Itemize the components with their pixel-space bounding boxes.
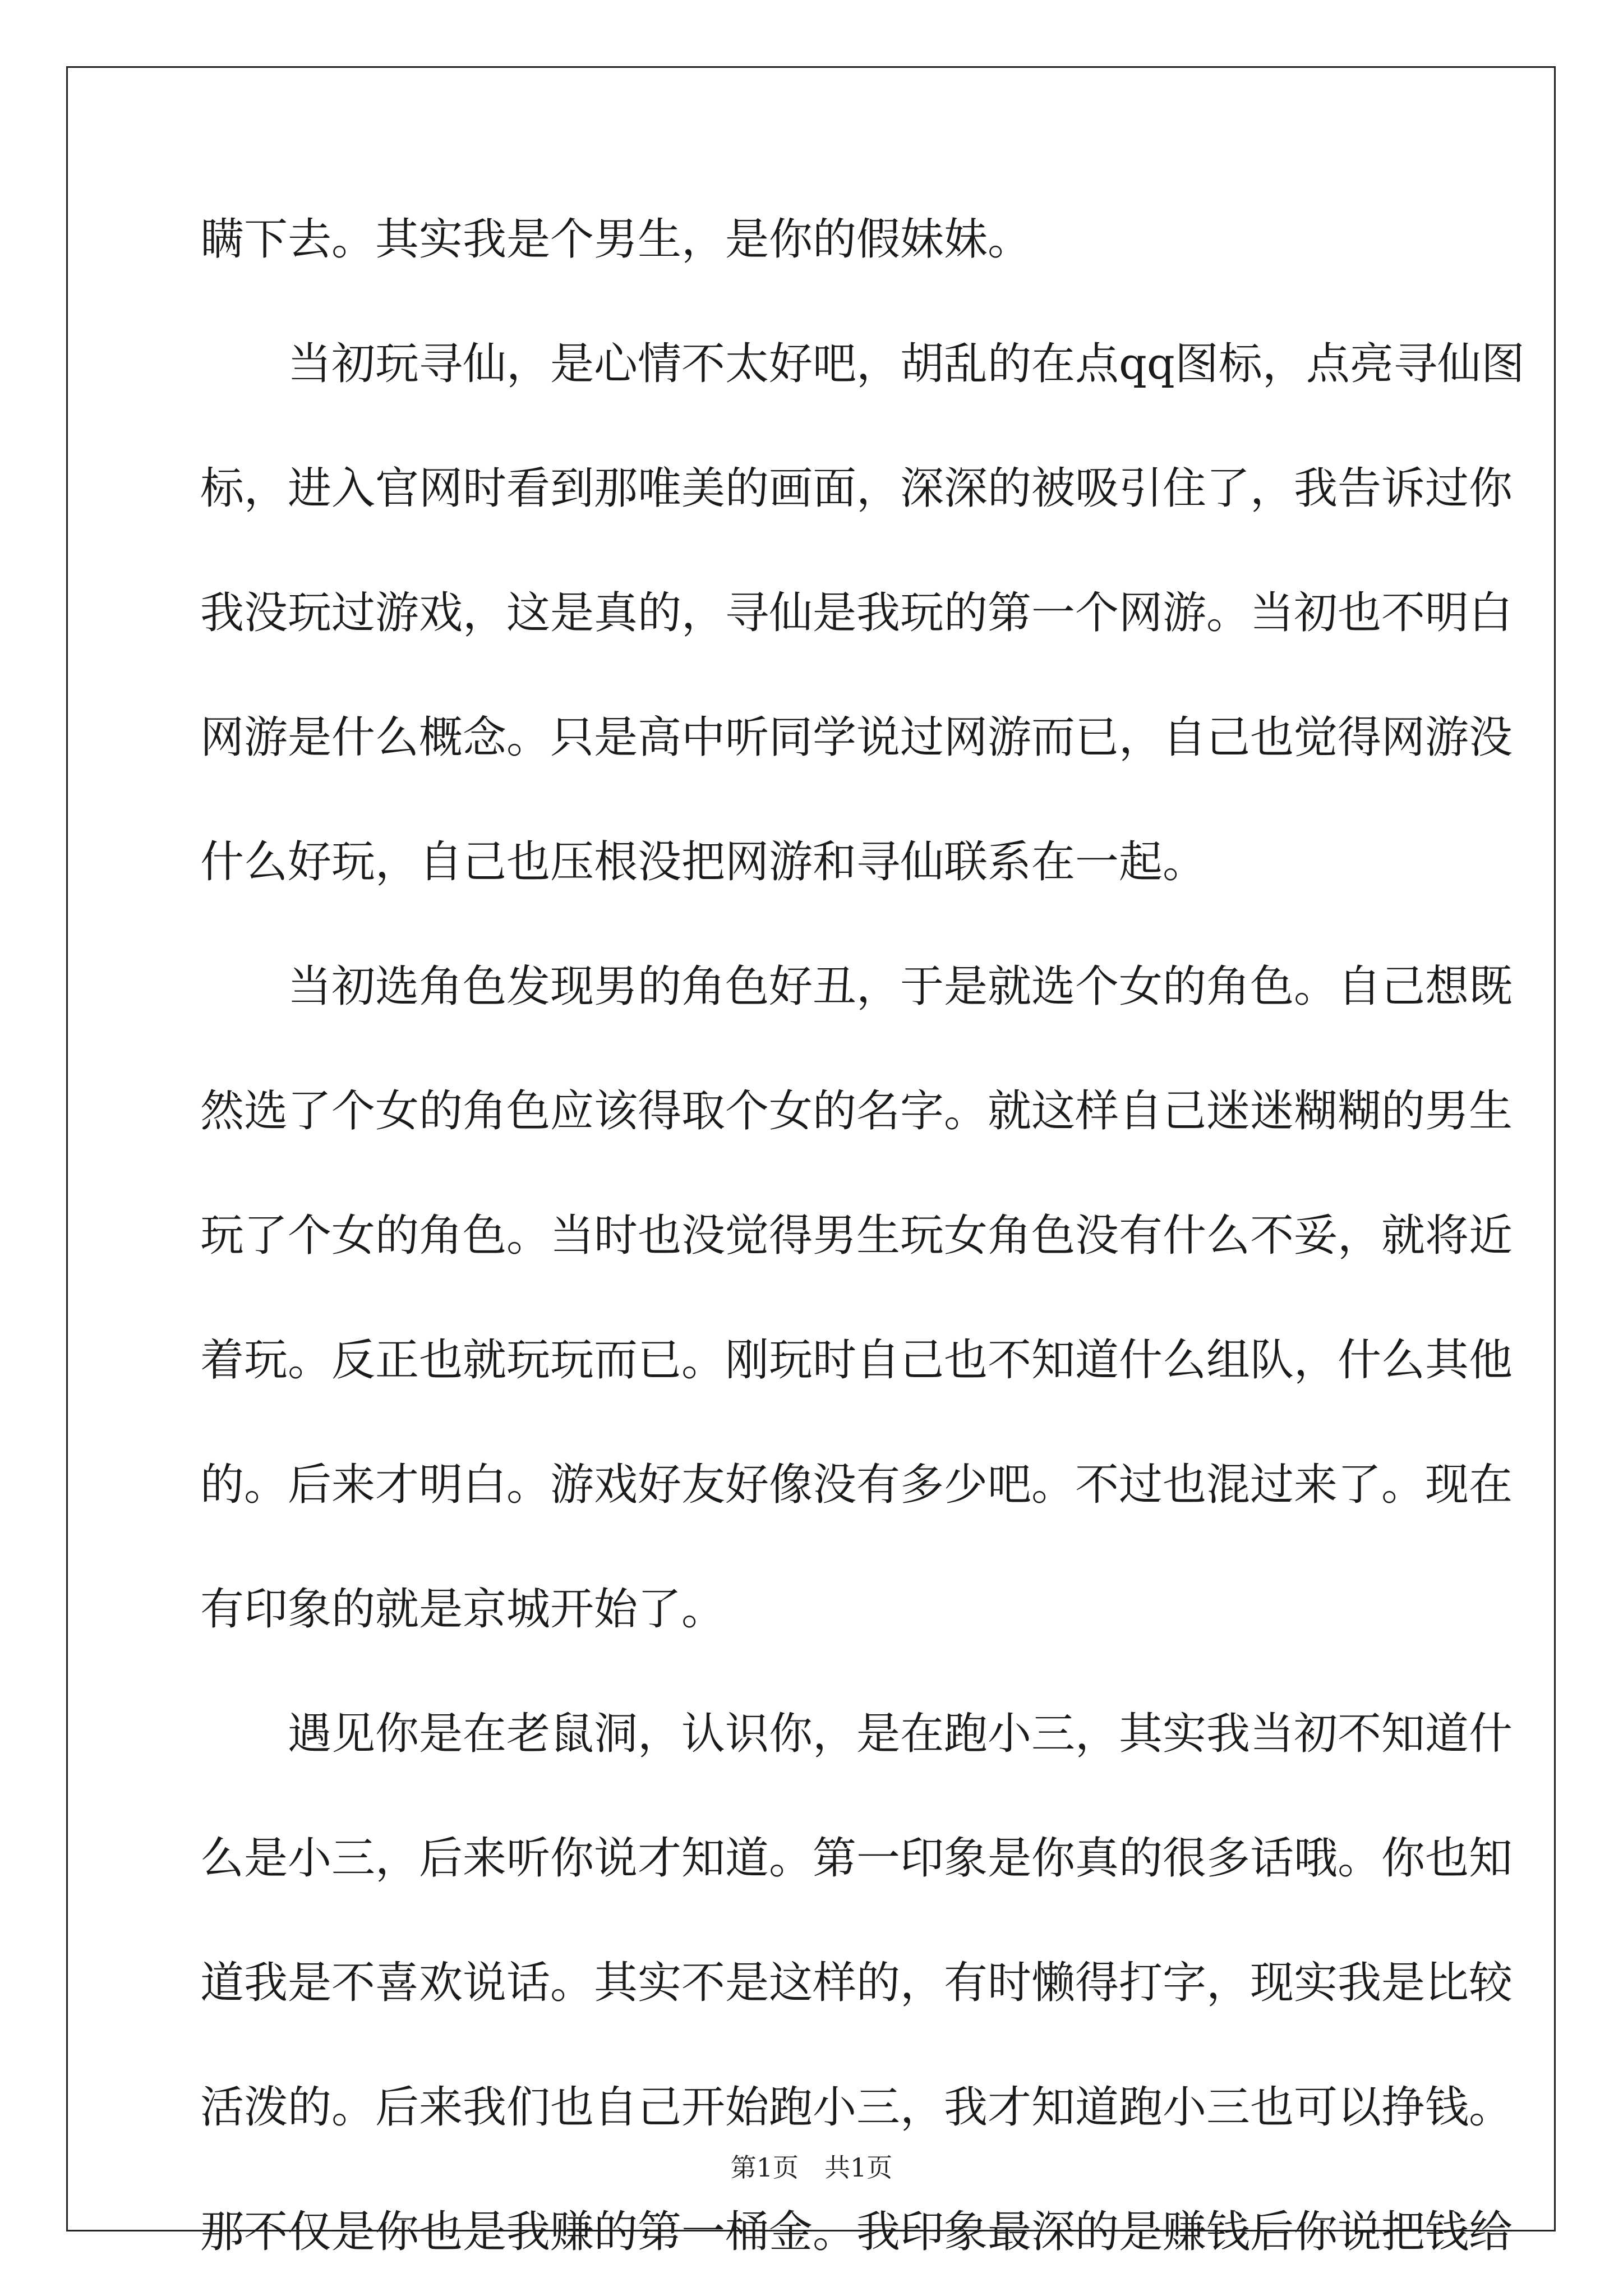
text-line: 遇见你是在老鼠洞，认识你，是在跑小三，其实我当初不知道什	[200, 1709, 1513, 1759]
text-line: 道我是不喜欢说话。其实不是这样的，有时懒得打字，现实我是比较	[200, 1958, 1513, 2008]
text-line: 着玩。反正也就玩玩而已。刚玩时自己也不知道什么组队，什么其他	[200, 1335, 1513, 1386]
text-line: 的。后来才明白。游戏好友好像没有多少吧。不过也混过来了。现在	[200, 1460, 1513, 1510]
text-line: 然选了个女的角色应该得取个女的名字。就这样自己迷迷糊糊的男生	[200, 1086, 1513, 1137]
text-line: 什么好玩，自己也压根没把网游和寻仙联系在一起。	[200, 837, 1207, 887]
page-number-footer: 第1页 共1页	[730, 2152, 893, 2183]
text-line: 瞒下去。其实我是个男生，是你的假妹妹。	[200, 214, 1032, 265]
text-line: 标，进入官网时看到那唯美的画面，深深的被吸引住了，我告诉过你	[200, 463, 1513, 514]
text-line: 玩了个女的角色。当时也没觉得男生玩女角色没有什么不妥，就将近	[200, 1211, 1513, 1261]
text-line: 么是小三，后来听你说才知道。第一印象是你真的很多话哦。你也知	[200, 1833, 1513, 1884]
text-line: 网游是什么概念。只是高中听同学说过网游而已，自己也觉得网游没	[200, 712, 1513, 763]
text-line: 活泼的。后来我们也自己开始跑小三，我才知道跑小三也可以挣钱。	[200, 2082, 1513, 2133]
text-line: 当初选角色发现男的角色好丑，于是就选个女的角色。自己想既	[200, 961, 1513, 1012]
text-line: 那不仅是你也是我赚的第一桶金。我印象最深的是赚钱后你说把钱给	[200, 2207, 1513, 2257]
text-line: 我没玩过游戏，这是真的，寻仙是我玩的第一个网游。当初也不明白	[200, 588, 1513, 638]
text-line: 当初玩寻仙，是心情不太好吧，胡乱的在点qq图标，点亮寻仙图	[200, 339, 1525, 389]
text-line: 有印象的就是京城开始了。	[200, 1584, 726, 1635]
